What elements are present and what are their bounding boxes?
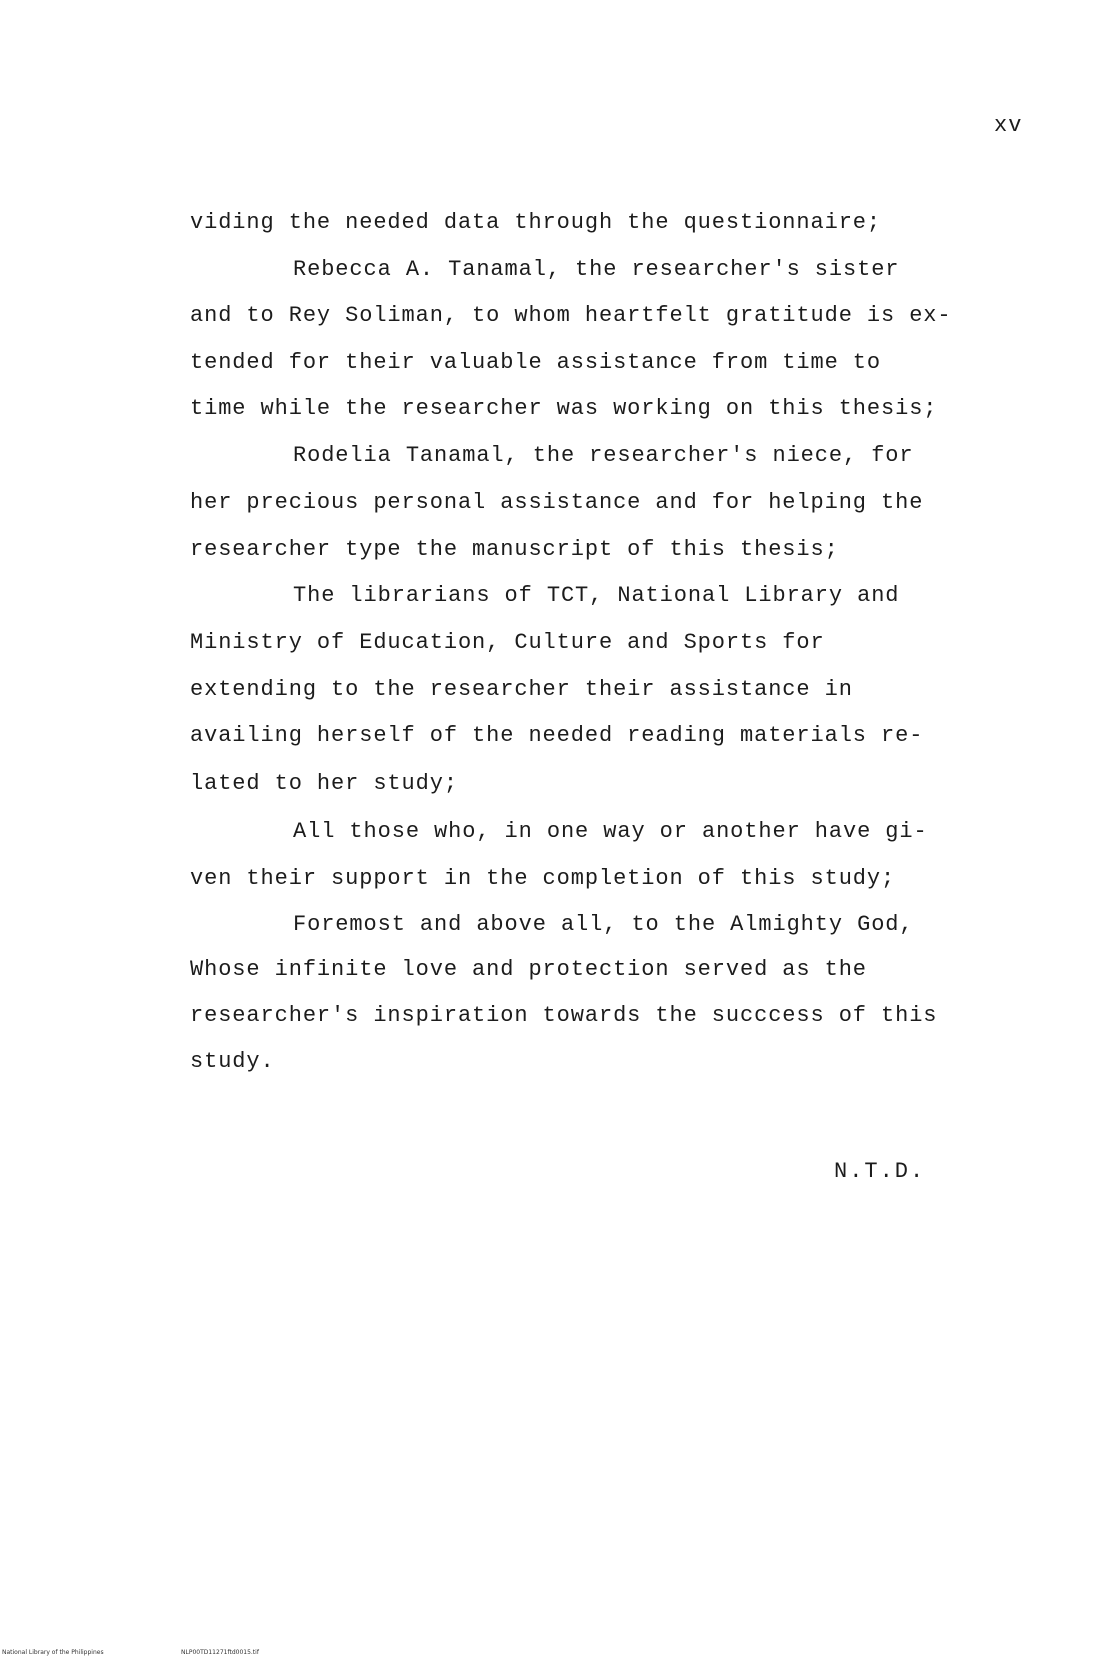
text-line: Rebecca A. Tanamal, the researcher's sister [293,257,900,282]
text-line: The librarians of TCT, National Library and [293,583,900,608]
text-line: availing herself of the needed reading materials re- [190,723,924,748]
footer-file-id: NLP00TD11271ftd0015.tif [181,1649,259,1656]
text-line: Ministry of Education, Culture and Sports for [190,630,825,655]
text-line: lated to her study; [190,771,458,796]
text-line: researcher type the manuscript of this thesis; [190,537,839,562]
text-line: study. [190,1049,275,1074]
text-line: researcher's inspiration towards the succcess of this [190,1003,938,1028]
text-line: Rodelia Tanamal, the researcher's niece, for [293,443,914,468]
text-line: tended for their valuable assistance from time to [190,350,882,375]
text-line: ven their support in the completion of this study; [190,866,896,891]
footer-source: National Library of the Philippines [2,1649,104,1656]
text-line: viding the needed data through the questionnaire; [190,210,882,235]
text-line: time while the researcher was working on this thesis; [190,396,938,421]
text-line: and to Rey Soliman, to whom heartfelt gratitude is ex- [190,303,952,328]
text-line: All those who, in one way or another have gi- [293,819,928,844]
author-initials: N.T.D. [834,1159,926,1184]
text-line: extending to the researcher their assistance in [190,677,853,702]
text-line: her precious personal assistance and for helping the [190,490,924,515]
text-line: Whose infinite love and protection served as the [190,957,867,982]
text-line: Foremost and above all, to the Almighty God, [293,912,914,937]
page-number: xv [994,113,1023,138]
